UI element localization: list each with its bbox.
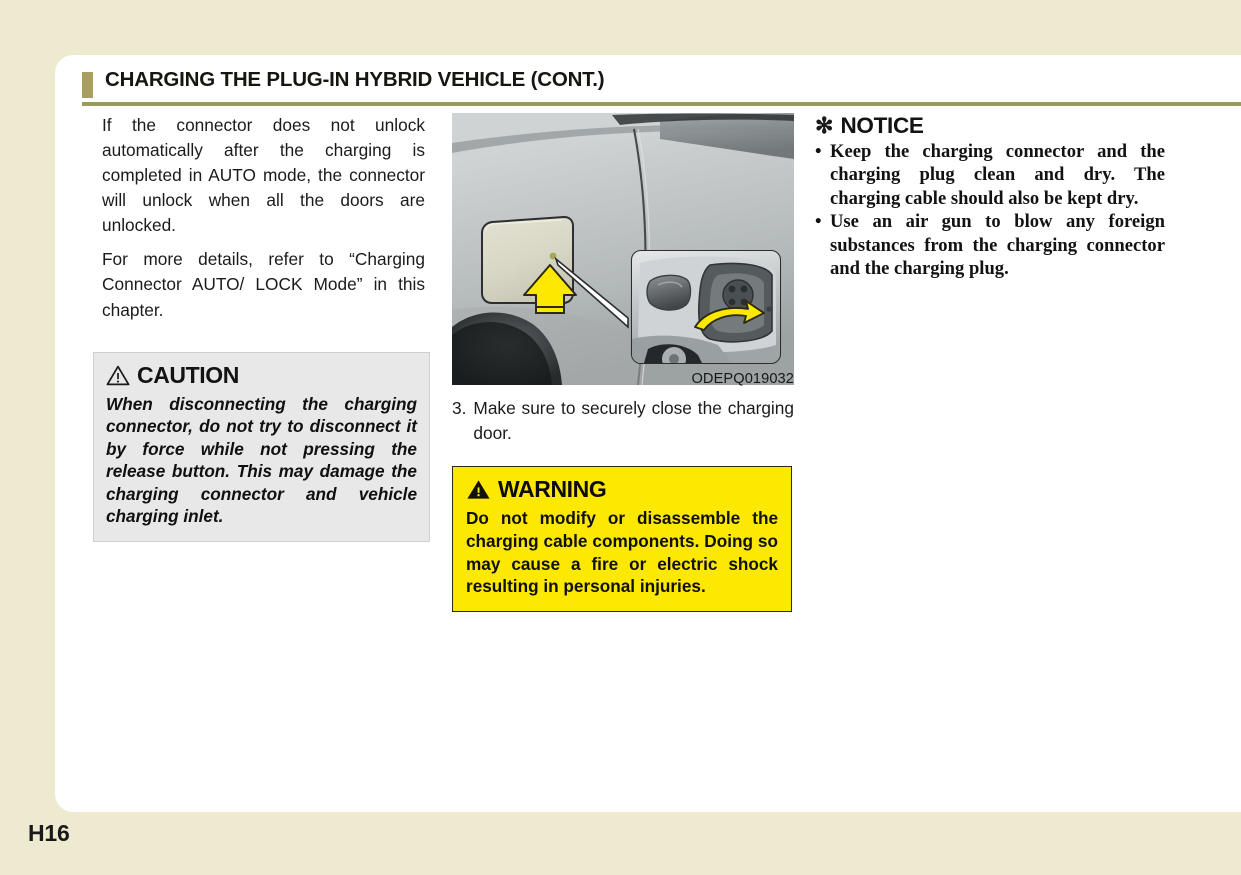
step-text: Make sure to securely close the charging door.: [473, 398, 794, 444]
page-title: CHARGING THE PLUG-IN HYBRID VEHICLE (CONT.): [105, 68, 605, 91]
notice-title: NOTICE: [840, 113, 924, 138]
bullet-icon: •: [815, 141, 822, 162]
right-column: [815, 113, 1165, 281]
charging-door-photo: [452, 113, 794, 385]
step-item-3: [452, 396, 794, 446]
paragraph-more-details: For more details, refer to “Charging Connector AUTO/ LOCK Mode” in this chapter.: [102, 249, 425, 320]
bullet-icon: •: [815, 211, 822, 233]
notice-item-text: Use an air gun to blow any foreign substances from the charging connector and the charging plug.: [830, 211, 1165, 280]
header-divider: [82, 102, 1241, 106]
page-number: H16: [28, 820, 70, 846]
notice-header: [815, 113, 1165, 139]
caution-title: CAUTION: [137, 361, 239, 388]
warning-triangle-outline-icon: [106, 365, 130, 386]
caution-box: [93, 352, 430, 542]
page-sheet: [55, 55, 1241, 812]
left-column: [102, 113, 425, 542]
step-number: 3.: [452, 398, 467, 418]
paragraph-connector-unlock: If the connector does not unlock automatically after the charging is completed in AUTO mode, the connector will unlock when all the doors are unlocked.: [102, 115, 425, 236]
figure-charging-door: [452, 113, 794, 385]
list-item: [815, 210, 1165, 280]
caution-body: When disconnecting the charging connector, do not try to disconnect it by force while not pressing the release button. This may damage the charging connector and vehicle charging inlet.: [106, 393, 417, 527]
warning-box: [452, 466, 792, 612]
warning-title: WARNING: [498, 476, 607, 503]
warning-header: [466, 476, 778, 503]
notice-item-text: Keep the charging connector and the charging plug clean and dry. The charging cable should also be kept dry.: [830, 141, 1165, 209]
figure-caption: ODEPQ019032: [691, 371, 794, 387]
warning-body: Do not modify or disassemble the charging cable components. Doing so may cause a fire or electric shock resulting in personal injuries.: [466, 508, 778, 597]
notice-list: [815, 140, 1165, 281]
asterisk-icon: ✻: [815, 113, 834, 138]
list-item: [815, 140, 1165, 210]
header-marker-block: [82, 72, 93, 98]
page-header: [55, 68, 1241, 110]
caution-header: [106, 362, 417, 389]
warning-triangle-filled-icon: [466, 479, 491, 500]
middle-column: [452, 113, 794, 612]
